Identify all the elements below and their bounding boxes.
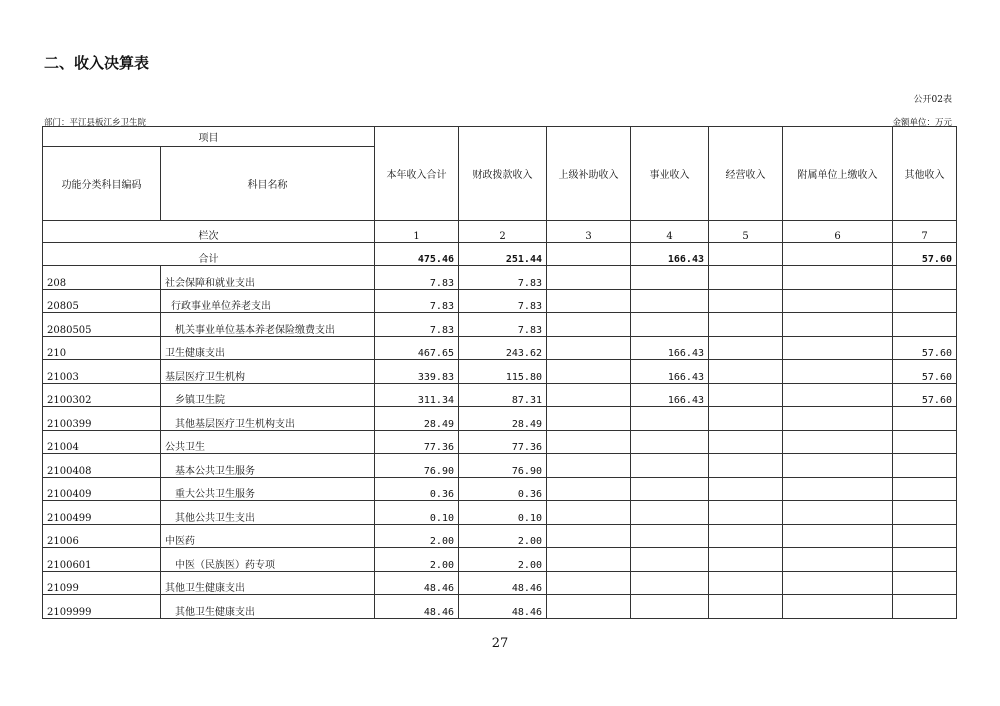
amount-cell: 57.60	[893, 383, 957, 407]
amount-cell	[547, 430, 631, 454]
amount-cell: 48.46	[459, 571, 547, 595]
table-row	[43, 383, 957, 407]
amount-cell: 76.90	[375, 454, 459, 478]
lanci-number: 5	[709, 221, 783, 243]
page-number: 27	[491, 636, 509, 651]
total-row	[43, 243, 957, 266]
amount-cell: 77.36	[459, 430, 547, 454]
subject-code: 2100408	[43, 454, 161, 478]
amount-cell	[547, 477, 631, 501]
amount-cell	[709, 266, 783, 290]
amount-cell	[783, 571, 893, 595]
amount-cell: 467.65	[375, 336, 459, 360]
subject-name: 重大公共卫生服务	[161, 477, 375, 501]
amount-cell	[893, 313, 957, 337]
amount-cell	[631, 548, 709, 572]
table-row	[43, 524, 957, 548]
header-func-code: 功能分类科目编码	[43, 147, 161, 221]
amount-cell	[709, 313, 783, 337]
amount-cell: 2.00	[375, 548, 459, 572]
amount-cell	[783, 313, 893, 337]
amount-cell	[783, 430, 893, 454]
amount-cell	[709, 477, 783, 501]
subject-code: 21003	[43, 360, 161, 384]
amount-cell	[893, 407, 957, 431]
amount-cell	[547, 383, 631, 407]
table-row	[43, 407, 957, 431]
amount-cell	[893, 595, 957, 619]
subject-name: 其他公共卫生支出	[161, 501, 375, 525]
amount-cell: 7.83	[375, 289, 459, 313]
income-final-accounts-table	[42, 126, 957, 619]
subject-code: 2100399	[43, 407, 161, 431]
subject-code: 208	[43, 266, 161, 290]
amount-cell	[547, 501, 631, 525]
amount-cell	[783, 266, 893, 290]
subject-code: 21006	[43, 524, 161, 548]
total-value: 475.46	[375, 243, 459, 266]
amount-cell: 28.49	[459, 407, 547, 431]
amount-cell: 243.62	[459, 336, 547, 360]
subject-code: 2100499	[43, 501, 161, 525]
amount-cell	[631, 454, 709, 478]
amount-cell: 48.46	[375, 571, 459, 595]
amount-cell: 115.80	[459, 360, 547, 384]
amount-cell: 7.83	[459, 266, 547, 290]
amount-cell: 0.10	[375, 501, 459, 525]
lanci-number: 2	[459, 221, 547, 243]
total-value: 251.44	[459, 243, 547, 266]
subject-name: 中医（民族医）药专项	[161, 548, 375, 572]
amount-cell	[631, 571, 709, 595]
subject-name: 中医药	[161, 524, 375, 548]
table-row	[43, 266, 957, 290]
amount-cell	[783, 501, 893, 525]
amount-cell	[709, 289, 783, 313]
amount-cell	[709, 407, 783, 431]
department-label: 部门：平江县板江乡卫生院	[44, 118, 147, 128]
amount-cell: 339.83	[375, 360, 459, 384]
amount-cell	[783, 407, 893, 431]
form-number: 公开02表	[913, 95, 952, 105]
amount-cell: 48.46	[459, 595, 547, 619]
subject-code: 2109999	[43, 595, 161, 619]
subject-name: 机关事业单位基本养老保险缴费支出	[161, 313, 375, 337]
subject-code: 2100409	[43, 477, 161, 501]
subject-name: 卫生健康支出	[161, 336, 375, 360]
table-row	[43, 477, 957, 501]
amount-cell: 7.83	[459, 289, 547, 313]
amount-cell: 48.46	[375, 595, 459, 619]
subject-name: 社会保障和就业支出	[161, 266, 375, 290]
amount-cell: 7.83	[375, 266, 459, 290]
total-value: 57.60	[893, 243, 957, 266]
amount-cell	[783, 477, 893, 501]
amount-cell: 7.83	[459, 313, 547, 337]
col-header-6: 附属单位上缴收入	[783, 127, 893, 221]
amount-cell	[547, 266, 631, 290]
amount-cell	[783, 289, 893, 313]
amount-cell	[547, 289, 631, 313]
amount-cell	[631, 407, 709, 431]
subject-code: 2100302	[43, 383, 161, 407]
amount-cell	[893, 501, 957, 525]
amount-cell	[547, 524, 631, 548]
amount-cell	[631, 477, 709, 501]
amount-cell: 57.60	[893, 336, 957, 360]
total-value	[709, 243, 783, 266]
amount-cell: 166.43	[631, 336, 709, 360]
total-label: 合计	[43, 243, 375, 266]
amount-cell	[631, 289, 709, 313]
amount-cell	[631, 430, 709, 454]
header-subject-name: 科目名称	[161, 147, 375, 221]
subject-name: 其他基层医疗卫生机构支出	[161, 407, 375, 431]
table-row	[43, 571, 957, 595]
subject-name: 基层医疗卫生机构	[161, 360, 375, 384]
amount-cell: 76.90	[459, 454, 547, 478]
col-header-3: 上级补助收入	[547, 127, 631, 221]
lanci-number: 3	[547, 221, 631, 243]
subject-code: 2080505	[43, 313, 161, 337]
amount-cell: 0.36	[375, 477, 459, 501]
amount-cell	[893, 548, 957, 572]
table-row	[43, 360, 957, 384]
subject-code: 21004	[43, 430, 161, 454]
table-row	[43, 454, 957, 478]
amount-cell	[631, 501, 709, 525]
amount-cell	[631, 313, 709, 337]
amount-cell: 7.83	[375, 313, 459, 337]
amount-cell	[783, 548, 893, 572]
lanci-row	[43, 221, 957, 243]
subject-name: 其他卫生健康支出	[161, 595, 375, 619]
lanci-number: 7	[893, 221, 957, 243]
total-value	[547, 243, 631, 266]
amount-cell: 57.60	[893, 360, 957, 384]
amount-cell	[783, 524, 893, 548]
amount-cell: 87.31	[459, 383, 547, 407]
amount-cell	[893, 454, 957, 478]
subject-name: 其他卫生健康支出	[161, 571, 375, 595]
amount-cell	[783, 383, 893, 407]
amount-cell	[709, 454, 783, 478]
lanci-number: 1	[375, 221, 459, 243]
subject-name: 基本公共卫生服务	[161, 454, 375, 478]
amount-cell	[547, 360, 631, 384]
col-header-2: 财政拨款收入	[459, 127, 547, 221]
amount-cell: 2.00	[459, 548, 547, 572]
subject-name: 行政事业单位养老支出	[161, 289, 375, 313]
total-value	[783, 243, 893, 266]
lanci-label: 栏次	[43, 221, 375, 243]
subject-code: 2100601	[43, 548, 161, 572]
amount-cell	[709, 595, 783, 619]
table-row	[43, 501, 957, 525]
table-row	[43, 313, 957, 337]
table-row	[43, 289, 957, 313]
amount-cell	[893, 430, 957, 454]
amount-cell	[783, 336, 893, 360]
table-row	[43, 336, 957, 360]
amount-cell	[709, 360, 783, 384]
amount-cell	[893, 477, 957, 501]
lanci-number: 4	[631, 221, 709, 243]
total-value: 166.43	[631, 243, 709, 266]
amount-cell: 77.36	[375, 430, 459, 454]
amount-cell	[709, 571, 783, 595]
table-row	[43, 595, 957, 619]
page-title: 二、收入决算表	[44, 54, 150, 72]
col-header-7: 其他收入	[893, 127, 957, 221]
subject-code: 21099	[43, 571, 161, 595]
amount-cell: 166.43	[631, 360, 709, 384]
amount-cell	[709, 548, 783, 572]
amount-cell: 28.49	[375, 407, 459, 431]
header-item: 项目	[43, 127, 375, 147]
amount-cell	[709, 524, 783, 548]
lanci-number: 6	[783, 221, 893, 243]
amount-cell: 0.36	[459, 477, 547, 501]
amount-cell	[893, 524, 957, 548]
table-row	[43, 548, 957, 572]
amount-cell	[783, 360, 893, 384]
subject-name: 公共卫生	[161, 430, 375, 454]
col-header-5: 经营收入	[709, 127, 783, 221]
amount-cell: 166.43	[631, 383, 709, 407]
amount-cell	[709, 336, 783, 360]
amount-cell: 311.34	[375, 383, 459, 407]
amount-cell	[709, 430, 783, 454]
amount-cell	[547, 548, 631, 572]
col-header-1: 本年收入合计	[375, 127, 459, 221]
amount-cell	[547, 313, 631, 337]
amount-cell: 0.10	[459, 501, 547, 525]
col-header-4: 事业收入	[631, 127, 709, 221]
amount-cell	[547, 571, 631, 595]
amount-cell	[893, 571, 957, 595]
amount-cell: 2.00	[459, 524, 547, 548]
amount-unit-label: 金额单位：万元	[892, 118, 952, 128]
amount-cell	[547, 336, 631, 360]
amount-cell: 2.00	[375, 524, 459, 548]
amount-cell	[547, 407, 631, 431]
amount-cell	[631, 266, 709, 290]
table-row	[43, 430, 957, 454]
amount-cell	[547, 595, 631, 619]
subject-code: 20805	[43, 289, 161, 313]
amount-cell	[709, 501, 783, 525]
amount-cell	[547, 454, 631, 478]
amount-cell	[631, 524, 709, 548]
amount-cell	[783, 454, 893, 478]
amount-cell	[893, 266, 957, 290]
amount-cell	[631, 595, 709, 619]
amount-cell	[709, 383, 783, 407]
amount-cell	[783, 595, 893, 619]
amount-cell	[893, 289, 957, 313]
subject-name: 乡镇卫生院	[161, 383, 375, 407]
subject-code: 210	[43, 336, 161, 360]
